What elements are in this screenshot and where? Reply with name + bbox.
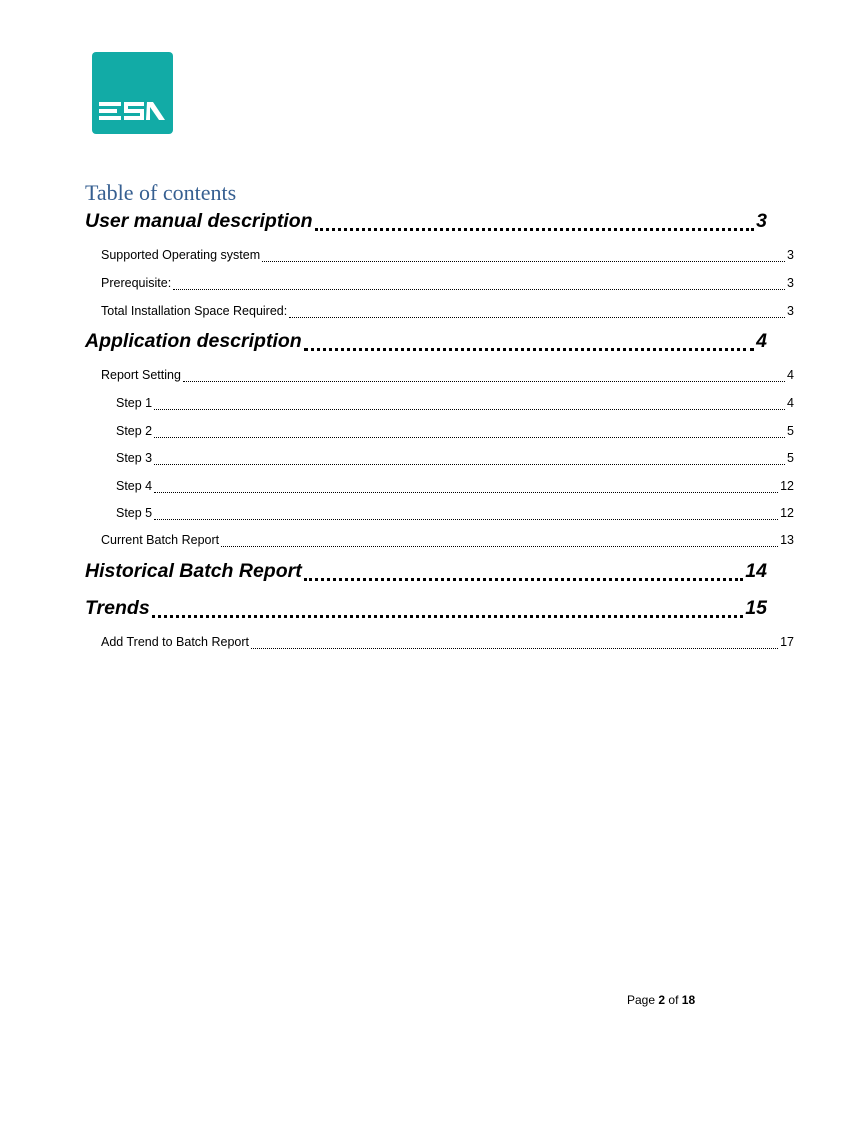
toc-entry-label: Application description [85, 330, 302, 352]
toc-entry-page-number: 14 [745, 560, 767, 582]
toc-entry-label: Step 1 [116, 396, 153, 410]
toc-leader-dots [154, 464, 785, 465]
toc-entry[interactable] [101, 248, 794, 266]
toc-leader-dots [315, 228, 755, 231]
toc-entry-page-number: 12 [780, 506, 794, 520]
toc-entry-page-number: 3 [787, 248, 794, 262]
toc-entry-label: User manual description [85, 210, 313, 232]
toc-leader-dots [289, 317, 785, 318]
toc-leader-dots [262, 261, 785, 262]
toc-leader-dots [221, 546, 778, 547]
toc-entry-label: Current Batch Report [101, 533, 220, 547]
toc-leader-dots [154, 437, 785, 438]
toc-entry[interactable] [101, 276, 794, 294]
toc-entry-label: Step 2 [116, 424, 153, 438]
toc-entry-page-number: 12 [780, 479, 794, 493]
toc-entry-page-number: 3 [756, 210, 767, 232]
toc-entry-page-number: 17 [780, 635, 794, 649]
toc-entry-label: Step 4 [116, 479, 153, 493]
toc-entry[interactable] [85, 210, 767, 236]
toc-entry-label: Trends [85, 597, 150, 619]
toc-entry-label: Step 5 [116, 506, 153, 520]
toc-title: Table of contents [85, 180, 237, 205]
toc-entry[interactable] [116, 424, 794, 442]
footer-of: of [668, 993, 679, 1007]
toc-entry[interactable] [85, 330, 767, 356]
esa-logo-icon [92, 52, 173, 134]
toc-entry-page-number: 4 [787, 368, 794, 382]
toc-leader-dots [304, 348, 754, 351]
toc-entry[interactable] [85, 560, 767, 586]
toc-entry-label: Total Installation Space Required: [101, 304, 288, 318]
toc-entry-page-number: 4 [756, 330, 767, 352]
toc-leader-dots [251, 648, 778, 649]
toc-entry-label: Prerequisite: [101, 276, 172, 290]
toc-entry-label: Historical Batch Report [85, 560, 302, 582]
toc-entry-page-number: 5 [787, 451, 794, 465]
toc-entry[interactable] [85, 597, 767, 623]
toc-leader-dots [154, 519, 778, 520]
toc-entry-label: Supported Operating system [101, 248, 261, 262]
toc-entry-label: Step 3 [116, 451, 153, 465]
toc-entry[interactable] [101, 368, 794, 386]
toc-entry-label: Add Trend to Batch Report [101, 635, 250, 649]
toc-entry-page-number: 3 [787, 276, 794, 290]
esa-logo [92, 52, 173, 134]
toc-leader-dots [304, 578, 744, 581]
toc-leader-dots [154, 492, 778, 493]
toc-entry[interactable] [101, 533, 794, 551]
toc-entry-page-number: 5 [787, 424, 794, 438]
toc-leader-dots [183, 381, 785, 382]
toc-entry-label: Report Setting [101, 368, 181, 382]
toc-entry-page-number: 4 [787, 396, 794, 410]
toc-leader-dots [154, 409, 785, 410]
toc-entry-page-number: 13 [780, 533, 794, 547]
toc-entry[interactable] [116, 479, 794, 497]
toc-entry[interactable] [116, 451, 794, 469]
toc-leader-dots [173, 289, 785, 290]
toc-entry[interactable] [116, 506, 794, 524]
page-footer [627, 993, 695, 1007]
toc-entry[interactable] [101, 635, 794, 653]
toc-entry[interactable] [116, 396, 794, 414]
footer-prefix: Page [627, 993, 656, 1007]
toc-entry-page-number: 15 [745, 597, 767, 619]
footer-current-page: 2 [658, 993, 666, 1007]
toc-entry[interactable] [101, 304, 794, 322]
toc-entry-page-number: 3 [787, 304, 794, 318]
toc-leader-dots [152, 615, 744, 618]
footer-total-pages: 18 [681, 993, 696, 1007]
